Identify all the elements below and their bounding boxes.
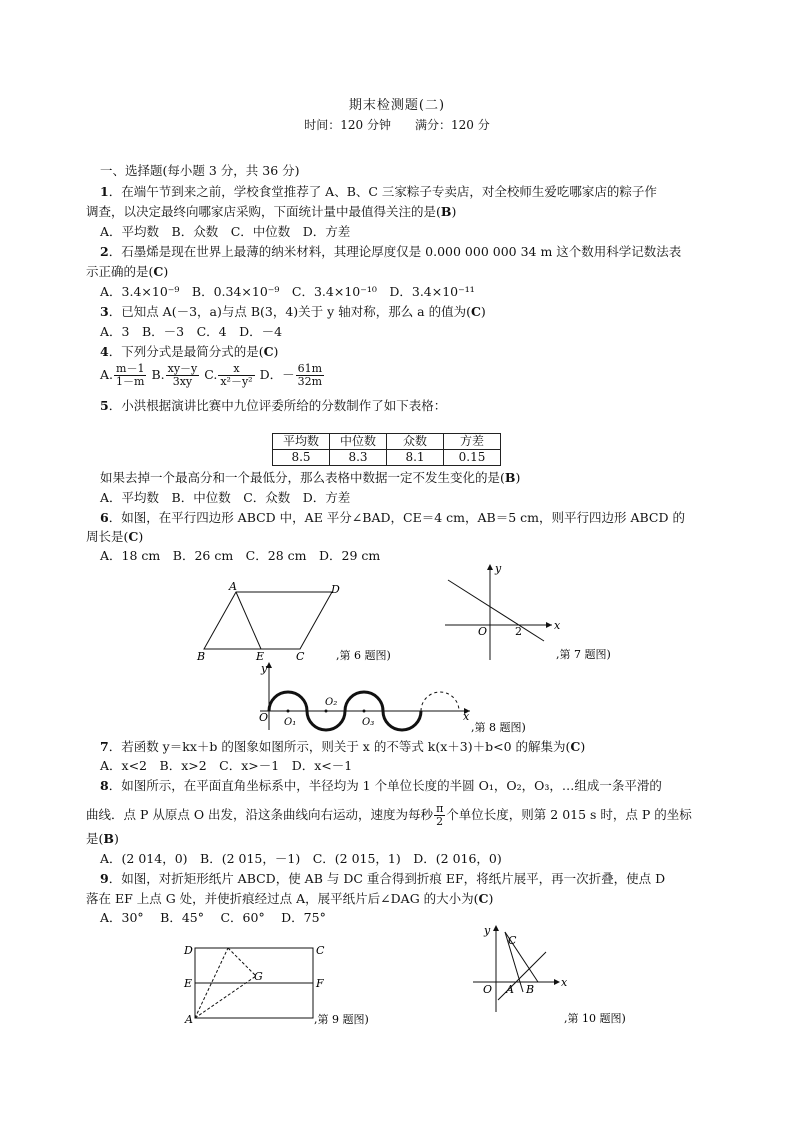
q5-close: ) [515, 470, 521, 485]
q5-text: ．小洪根据演讲比赛中九位评委所给的分数制作了如下表格： [108, 398, 447, 413]
exam-info: 时间：120 分钟 满分：120 分 [304, 118, 490, 132]
q9-options: A．30° B．45° C．60° D．75° [100, 910, 326, 925]
table-cell: 8.1 [387, 450, 444, 466]
fig8-o2-label: O₂ [325, 697, 338, 708]
q6-number: 6 [100, 510, 109, 525]
q4-option-b: B. [151, 367, 165, 382]
fig10-label-c: C [508, 934, 517, 947]
x-arrow-icon [554, 979, 560, 985]
fig6-caption: ,第 6 题图) [336, 649, 391, 662]
fig10-label-b: B [526, 983, 535, 996]
figure-8-semicircles [255, 658, 545, 738]
fig8-x-label: x [463, 710, 470, 723]
q5-text-2: 如果去掉一个最高分和一个最低分，那么表格中数据一定不发生变化的是( [100, 470, 505, 485]
q4-fraction-b: $\frac{xy-y}{3xy}$ [167, 362, 198, 388]
q1-options: A．平均数 B．众数 C．中位数 D．方差 [100, 224, 351, 239]
figure-6-parallelogram [190, 580, 420, 665]
q6-options: A．18 cm B．26 cm C．28 cm D．29 cm [100, 548, 381, 563]
q3-answer: C [470, 304, 481, 319]
q4-answer: C [263, 344, 274, 359]
q1-close: ) [451, 204, 457, 219]
table-header-cell: 众数 [387, 434, 444, 450]
table-cell: 0.15 [444, 450, 501, 466]
fig7-origin-label: O [478, 625, 488, 638]
fig10-origin-label: O [483, 983, 493, 996]
q9-text: ．如图，对折矩形纸片 ABCD，使 AB 与 DC 重合得到折痕 EF，将纸片展平，再一次折叠，使点 D [108, 871, 666, 886]
question-2-line-1 [100, 243, 681, 260]
fig6-label-d: D [331, 583, 340, 596]
q7-close: ) [580, 739, 586, 754]
question-3 [100, 303, 486, 320]
q4-option-d: D．－ [259, 367, 295, 382]
question-9-line-1 [100, 870, 665, 887]
fig9-label-d: D [184, 944, 193, 957]
q7-number: 7 [100, 739, 109, 754]
fig6-label-e: E [256, 650, 265, 663]
q6-close: ) [138, 529, 144, 544]
fig6-label-a: A [229, 580, 237, 593]
q8-answer: B [103, 831, 114, 846]
table-header-row [273, 434, 501, 450]
q3-close: ) [480, 304, 486, 319]
q7-answer: C [570, 739, 581, 754]
q5-number: 5 [100, 398, 109, 413]
q2-number: 2 [100, 244, 109, 259]
fig9-caption: ,第 9 题图) [314, 1013, 369, 1026]
fig7-x-label: x [554, 619, 561, 632]
fig10-y-label: y [484, 924, 491, 937]
q9-text-2: 落在 EF 上点 G 处，并使折痕经过点 A，展平纸片后∠DAG 的大小为( [86, 891, 479, 906]
fig10-caption: ,第 10 题图) [564, 1012, 626, 1025]
q6-answer: C [128, 529, 139, 544]
q8-text-2a: 曲线．点 P 从原点 O 出发，沿这条曲线向右运动，速度为每秒 [86, 807, 434, 822]
fig8-caption: ,第 8 题图) [471, 721, 526, 734]
fig7-tick-label: 2 [515, 625, 522, 638]
q1-text-2: 调查，以决定最终向哪家店采购，下面统计量中最值得关注的是( [86, 204, 441, 219]
page-title: 期末检测题(二) [348, 98, 446, 113]
figure-9-folded-rectangle [180, 940, 420, 1030]
figure-10-graph [468, 922, 668, 1027]
fig8-o3-label: O₃ [362, 717, 375, 728]
fig7-caption: ,第 7 题图) [556, 648, 611, 661]
q8-options: A．(2 014，0) B．(2 015，－1) C．(2 015，1) D．(2 016，0) [100, 851, 502, 866]
q9-answer: C [478, 891, 489, 906]
fig6-label-c: C [296, 650, 305, 663]
q5-options: A．平均数 B．中位数 C．众数 D．方差 [100, 490, 351, 505]
fig9-label-c: C [316, 944, 325, 957]
q4-number: 4 [100, 344, 109, 359]
q7-options: A．x<2 B．x>2 C．x>－1 D．x<－1 [100, 758, 353, 773]
q4-option-a: A. [100, 367, 114, 382]
fig7-y-label: y [495, 562, 502, 575]
q8-text-2b: 个单位长度，则第 2 015 s 时，点 P 的坐标 [446, 807, 692, 822]
q6-text: ．如图，在平行四边形 ABCD 中，AE 平分∠BAD，CE＝4 cm，AB＝5 cm，则平行四边形 ABCD 的 [108, 510, 685, 525]
q1-answer: B [440, 204, 452, 219]
q3-number: 3 [100, 304, 109, 319]
question-2-line-2 [86, 263, 168, 280]
question-6-line-1 [100, 509, 685, 526]
q3-text: ．已知点 A(－3，a)与点 B(3，4)关于 y 轴对称，那么 a 的值为( [108, 304, 471, 319]
q2-answer: C [153, 264, 164, 279]
question-8-line-1 [100, 777, 662, 794]
fig10-label-a: A [506, 983, 514, 996]
q9-close: ) [488, 891, 494, 906]
q8-number: 8 [100, 778, 109, 793]
table-cell: 8.5 [273, 450, 330, 466]
question-6-line-2 [86, 528, 143, 545]
q8-fraction: $\frac{\pi}{2}$ [436, 802, 444, 828]
q2-options: A．3.4×10⁻⁹ B．0.34×10⁻⁹ C．3.4×10⁻¹⁰ D．3.4×10⁻¹¹ [100, 284, 475, 299]
fig9-label-a: A [185, 1013, 193, 1026]
q7-text: ．若函数 y＝kx＋b 的图象如图所示，则关于 x 的不等式 k(x＋3)＋b<0 的解集为( [108, 739, 571, 754]
fig8-origin-label: O [259, 711, 269, 724]
fig6-label-b: B [197, 650, 206, 663]
q1-text: ．在端午节到来之前，学校食堂推荐了 A、B、C 三家粽子专卖店，对全校师生爱吃哪家店的粽子作 [108, 184, 657, 199]
q3-options: A．3 B．－3 C．4 D．－4 [100, 324, 283, 339]
question-9-line-2 [86, 890, 493, 907]
q1-number: 1 [100, 184, 109, 199]
figure-7-linear-graph [440, 560, 640, 665]
q2-text: ．石墨烯是现在世界上最薄的纳米材料，其理论厚度仅是 0.000 000 000 34 m 这个数用科学记数法表 [108, 244, 682, 259]
q4-options [100, 362, 325, 388]
fig8-o1-label: O₁ [284, 717, 297, 728]
fig9-label-f: F [316, 977, 324, 990]
q8-text: ．如图所示，在平面直角坐标系中，半径均为 1 个单位长度的半圆 O₁，O₂，O₃，…组成一条平滑的 [108, 778, 662, 793]
fig9-label-e: E [184, 977, 193, 990]
score-table [272, 433, 501, 466]
q4-close: ) [273, 344, 279, 359]
table-header-cell: 平均数 [273, 434, 330, 450]
table-cell: 8.3 [330, 450, 387, 466]
question-7 [100, 738, 585, 755]
question-4 [100, 343, 278, 360]
q8-text-3: 是( [86, 831, 104, 846]
q4-fraction-c: $\frac{x}{\text{x²－y²}}$ [220, 362, 253, 388]
q4-fraction-d: $\frac{61m}{32m}$ [297, 362, 323, 388]
y-arrow-icon [493, 925, 499, 931]
q4-option-c: C. [204, 367, 218, 382]
x-arrow-icon [546, 622, 552, 628]
question-1-line-1 [100, 183, 657, 200]
q5-answer: B [504, 470, 516, 485]
table-row [273, 450, 501, 466]
q8-close: ) [113, 831, 119, 846]
fig9-label-g: G [254, 970, 263, 983]
q2-text-2: 示正确的是( [86, 264, 154, 279]
q9-number: 9 [100, 871, 109, 886]
section-heading: 一、选择题(每小题 3 分，共 36 分) [100, 163, 300, 178]
q4-fraction-a: $\frac{m-1}{1-m}$ [116, 362, 145, 388]
fig10-x-label: x [561, 976, 568, 989]
question-8-line-3 [86, 830, 119, 847]
question-1-line-2 [86, 203, 456, 220]
fig8-y-label: y [261, 662, 268, 675]
q6-text-2: 周长是( [86, 529, 129, 544]
question-8-line-2 [86, 802, 692, 828]
y-arrow-icon [487, 564, 493, 570]
table-header-cell: 中位数 [330, 434, 387, 450]
question-5 [100, 397, 446, 414]
table-header-cell: 方差 [444, 434, 501, 450]
q4-text: ．下列分式是最简分式的是( [108, 344, 264, 359]
q2-close: ) [163, 264, 169, 279]
q5-question [100, 469, 520, 486]
